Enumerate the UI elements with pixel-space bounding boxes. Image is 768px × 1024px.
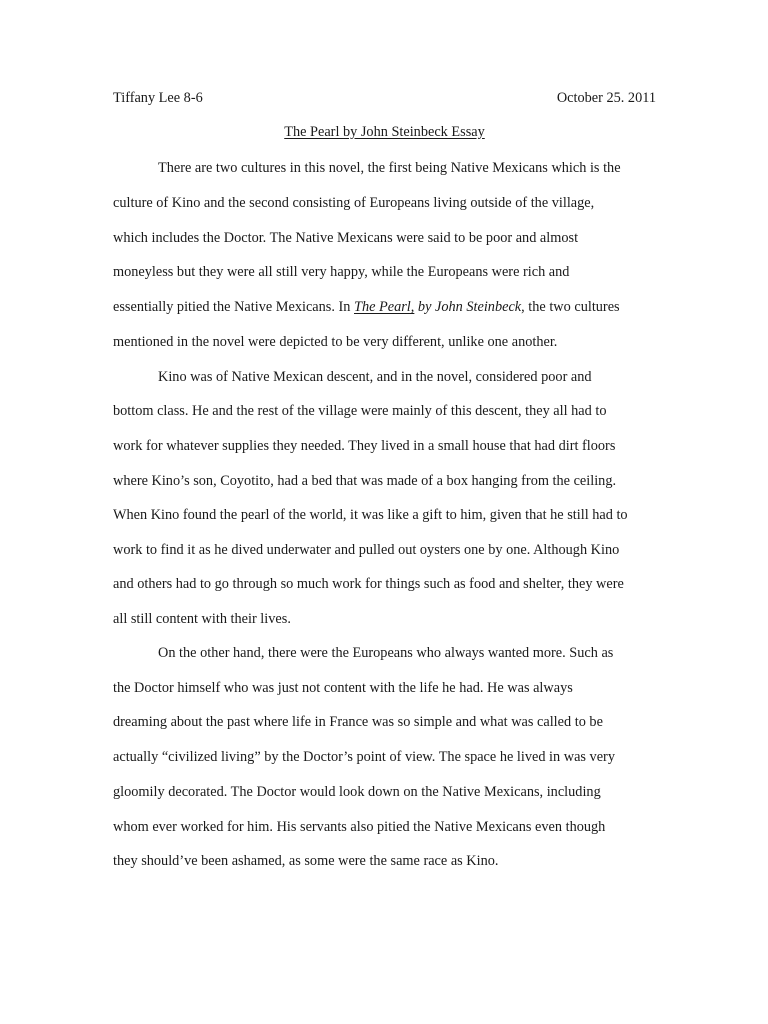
paragraph-3-line-1: On the other hand, there were the Europeans who always wanted more. Such as [158,645,614,661]
paragraph-3-line-3: dreaming about the past where life in France was so simple and what was called to be [113,714,603,730]
essay-title [113,124,656,141]
paragraph-2-line-2: bottom class. He and the rest of the village were mainly of this descent, they all had to [113,403,607,419]
paragraph-2-line-5: When Kino found the pearl of the world, it was like a gift to him, given that he still had to [113,507,628,523]
line-5-text-d: , the two cultures [521,299,620,315]
author-line: Tiffany Lee 8-6 [113,90,203,106]
paragraph-2-line-6: work to find it as he dived underwater and pulled out oysters one by one. Although Kino [113,542,620,558]
book-title-reference: The Pearl, [354,299,415,315]
paragraph-1-line-3: which includes the Doctor. The Native Mexicans were said to be poor and almost [113,230,579,246]
paragraph-2-line-8: all still content with their lives. [113,611,291,627]
line-5-text-a: essentially pitied the Native Mexicans. In [113,299,354,315]
paragraph-1-line-6: mentioned in the novel were depicted to be very different, unlike one another. [113,334,558,350]
paragraph-3-line-7: they should’ve been ashamed, as some were the same race as Kino. [113,853,499,869]
document-header [113,90,656,112]
paragraph-3-line-5: gloomily decorated. The Doctor would look down on the Native Mexicans, including [113,784,601,800]
paragraph-2-line-4: where Kino’s son, Coyotito, had a bed that was made of a box hanging from the ceiling. [113,473,617,489]
paragraph-2-line-1: Kino was of Native Mexican descent, and in the novel, considered poor and [158,369,592,385]
author-reference: by John Steinbeck [414,299,522,315]
date-line: October 25. 2011 [556,90,656,106]
essay-title-text: The Pearl by John Steinbeck Essay [284,124,485,140]
paragraph-1-line-2: culture of Kino and the second consisting of Europeans living outside of the village, [113,195,595,211]
paragraph-2-line-3: work for whatever supplies they needed. They lived in a small house that had dirt floors [113,438,616,454]
paragraph-1-line-5 [113,297,620,317]
paragraph-3-line-2: the Doctor himself who was just not content with the life he had. He was always [113,680,573,696]
paragraph-2-line-7: and others had to go through so much work for things such as food and shelter, they were [113,576,624,592]
paragraph-1-line-4: moneyless but they were all still very happy, while the Europeans were rich and [113,264,570,280]
paragraph-3-line-4: actually “civilized living” by the Doctor’s point of view. The space he lived in was very [113,749,615,765]
paragraph-3-line-6: whom ever worked for him. His servants also pitied the Native Mexicans even though [113,819,606,835]
paragraph-1-line-1: There are two cultures in this novel, the first being Native Mexicans which is the [158,160,621,176]
